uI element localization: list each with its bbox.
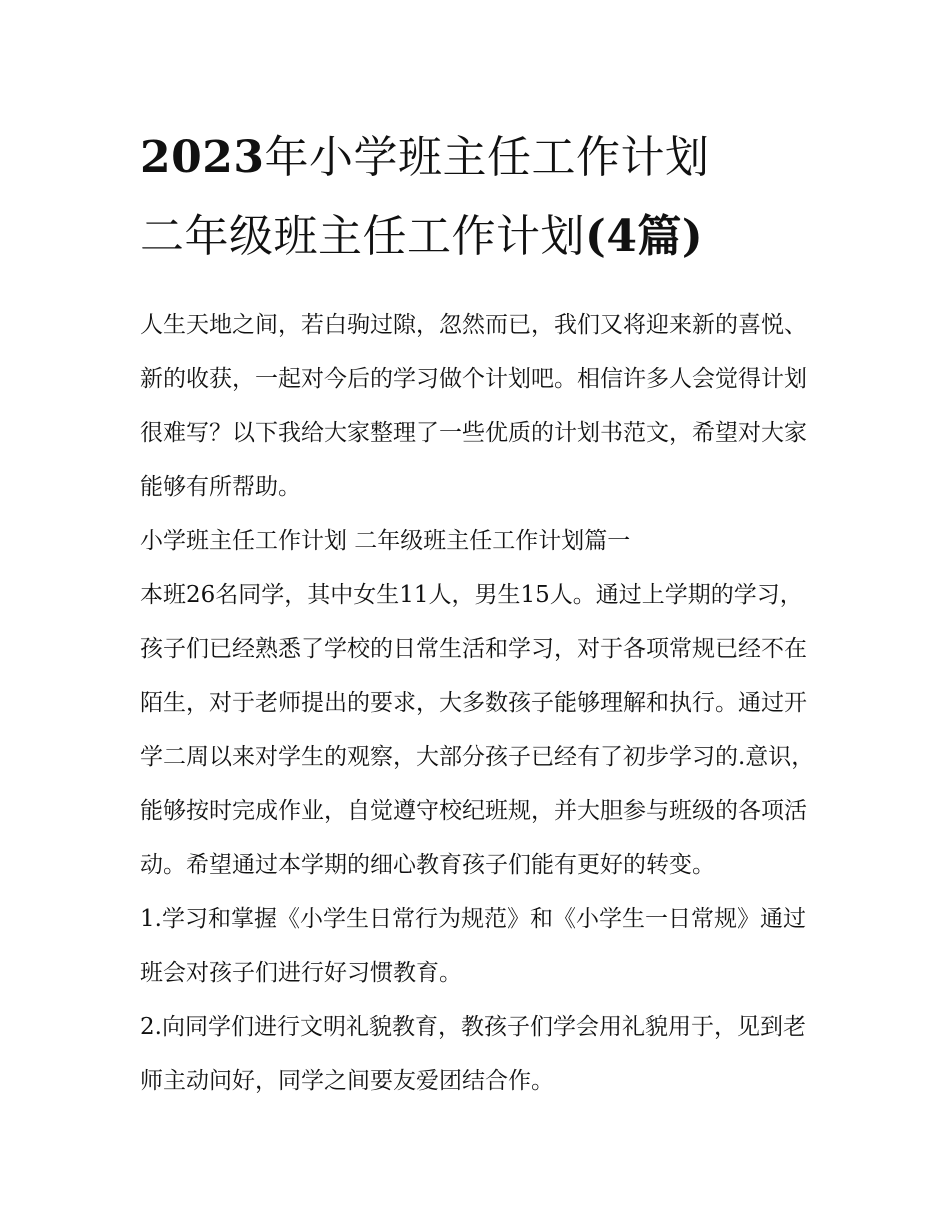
title-year: 2023 bbox=[140, 132, 265, 183]
list-item-1: 1.学习和掌握《小学生日常行为规范》和《小学生一日常规》通过班会对孩子们进行好习惯教育。 bbox=[140, 906, 806, 986]
title-line-1-text: 年小学班主任工作计划 bbox=[264, 132, 710, 183]
document-body bbox=[140, 298, 820, 1108]
title-line-2 bbox=[140, 197, 820, 276]
document-title bbox=[140, 118, 820, 276]
title-line-2-text: 二年级班主任工作计划 bbox=[140, 211, 585, 262]
list-item-2: 2.向同学们进行文明礼貌教育，教孩子们学会用礼貌用于，见到老师主动问好，同学之间要友爱团结合作。 bbox=[140, 1014, 806, 1094]
title-line-1 bbox=[140, 118, 820, 197]
section-heading: 小学班主任工作计划 二年级班主任工作计划篇一 bbox=[140, 528, 631, 554]
document-page bbox=[140, 118, 820, 1108]
intro-paragraph: 人生天地之间，若白驹过隙，忽然而已，我们又将迎来新的喜悦、新的收获，一起对今后的学习做个计划吧。相信许多人会觉得计划很难写？以下我给大家整理了一些优质的计划书范文，希望对大家能够有所帮助。 bbox=[140, 312, 807, 500]
class-overview-paragraph: 本班26名同学，其中女生11人，男生15人。通过上学期的学习，孩子们已经熟悉了学校的日常生活和学习，对于各项常规已经不在陌生，对于老师提出的要求，大多数孩子能够理解和执行。通过开学二周以来对学生的观察，大部分孩子已经有了初步学习的.意识，能够按时完成作业，自觉遵守校纪班规，并大胆参与班级的各项活动。希望通过本学期的细心教育孩子们能有更好的转变。 bbox=[140, 582, 815, 878]
title-suffix: (4篇) bbox=[585, 211, 704, 262]
